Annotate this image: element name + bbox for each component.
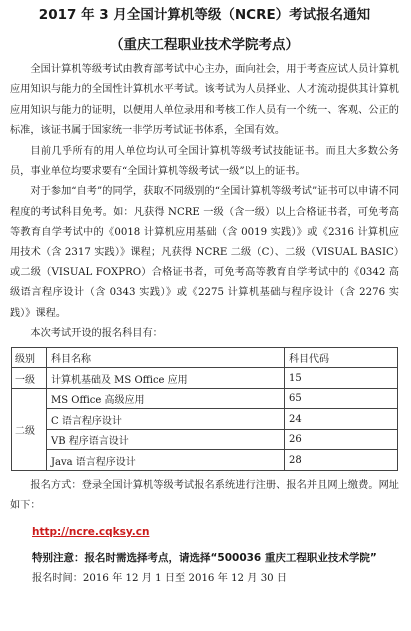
header-level: 级别 [12,347,47,368]
subject-cell: Java 语言程序设计 [47,450,285,471]
special-notice: 特别注意：报名时需选择考点，请选择“500036 重庆工程职业技术学院” [32,551,377,564]
table-row [12,409,398,430]
code-cell: 28 [285,450,398,471]
subject-cell: MS Office 高级应用 [47,388,285,409]
code-cell: 24 [285,409,398,430]
registration-url-line [32,523,399,541]
registration-link[interactable]: http://ncre.cqksy.cn [32,525,150,538]
subjects-intro: 本次考试开设的报名科目有： [30,327,163,339]
registration-time: 报名时间：2016 年 12 月 1 日至 2016 年 12 月 30 日 [32,572,288,584]
subjects-table [11,347,398,471]
header-code: 科目代码 [285,347,398,368]
document-subtitle: （重庆工程职业技术学院考点） [110,37,299,53]
subject-cell: C 语言程序设计 [47,409,285,430]
code-cell: 15 [285,368,398,389]
paragraph-recognition: 目前几乎所有的用人单位均认可全国计算机等级考试技能证书。而且大多数公务员，事业单位均要求要有“全国计算机等级考试一级”以上的证书。 [10,145,399,178]
level-cell: 二级 [12,388,47,470]
paragraph-intro: 全国计算机等级考试由教育部考试中心主办，面向社会，用于考查应试人员计算机应用知识与能力的全国性计算机水平考试。该考试为人员择业、人才流动提供其计算机应用知识与能力的证明，以便用人单位录用和考核工作人员有一个统一、客观、公正的标准，该证书属于国家统一非学历考试证书体系，全国有效。 [10,64,399,137]
code-cell: 65 [285,388,398,409]
level-cell: 一级 [12,368,47,389]
table-header-row [12,347,398,368]
subject-cell: 计算机基础及 MS Office 应用 [47,368,285,389]
table-row [12,450,398,471]
table-row [12,429,398,450]
code-cell: 26 [285,429,398,450]
document-title: 2017 年 3 月全国计算机等级（NCRE）考试报名通知 [38,7,371,23]
signup-method: 报名方式：登录全国计算机等级考试报名系统进行注册、报名并且网上缴费。网址如下： [10,479,399,512]
header-subject: 科目名称 [47,347,285,368]
subject-cell: VB 程序语言设计 [47,429,285,450]
table-row [12,388,398,409]
paragraph-exemption: 对于参加“自考”的同学，获取不同级别的“全国计算机等级考试”证书可以申请不同程度的考试科目免考。如：凡获得 NCRE 一级（含一级）以上合格证书者，可免考高等教育自学考试中的《0018 计算机应用基础（含 0019 实践）》或《2316 计算机应用技术（含 2317 实践）》课程；凡获得 NCRE 二级（C）、二级（VISUAL BASIC）或二级（VISUAL FOXPRO）合格证书者，可免考高等教育自学考试中的《0342 高级语言程序设计（含 0343 实践）》或《2275 计算机基础与程序设计（含 2276 实践）》课程。 [10,186,399,319]
table-row [12,368,398,389]
